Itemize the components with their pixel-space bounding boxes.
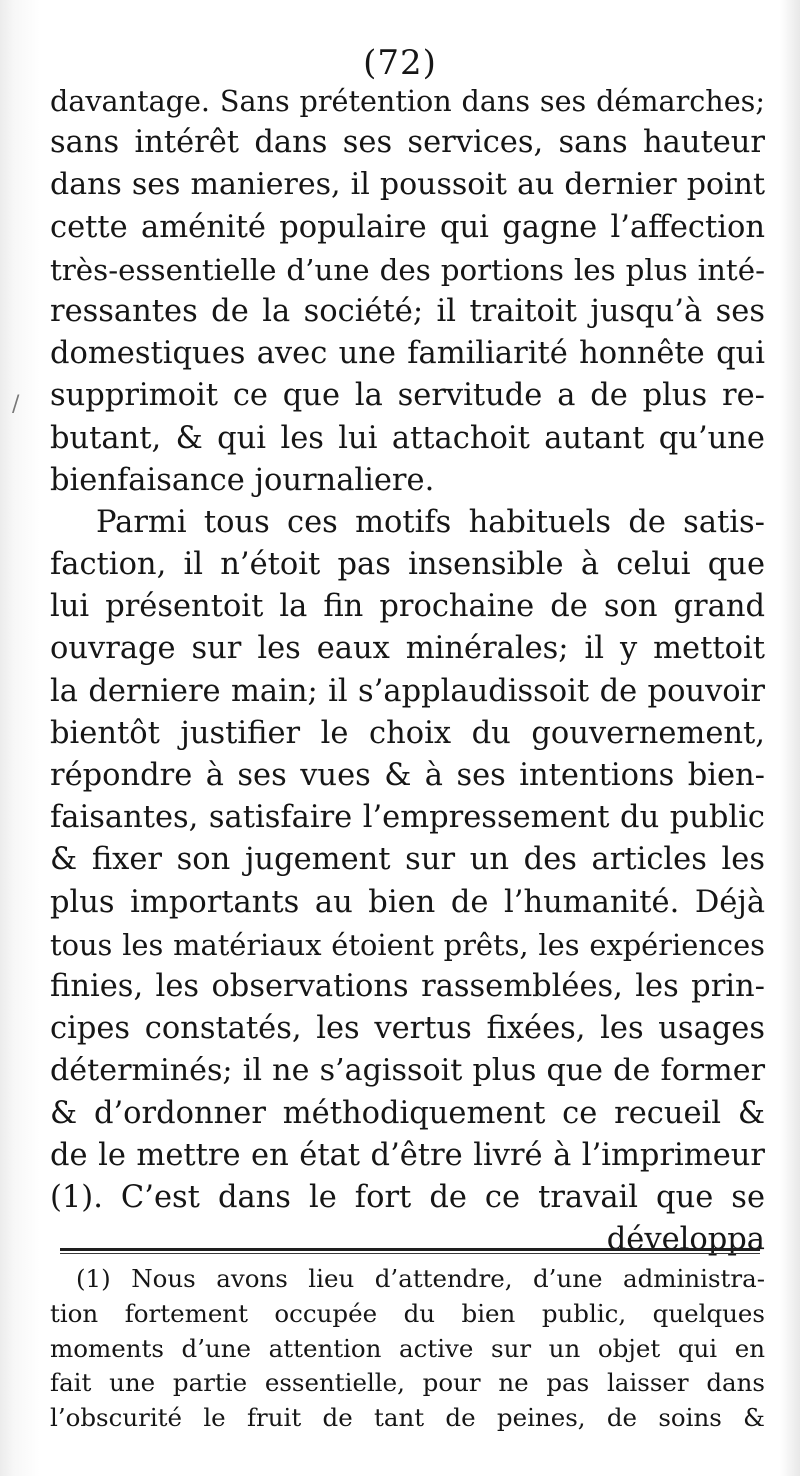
text-line: domestiques avec une familiarité honnête qui bbox=[50, 336, 765, 372]
text-line: plus importants au bien de l’humanité. Déjà bbox=[50, 884, 765, 920]
margin-tick-mark: / bbox=[12, 392, 20, 417]
main-text-block bbox=[50, 80, 765, 1261]
text-line: & d’ordonner méthodiquement ce recueil & bbox=[50, 1095, 765, 1131]
footnote-line: (1) Nous avons lieu d’attendre, d’une administra- bbox=[76, 1264, 765, 1293]
text-line: faction, il n’étoit pas insensible à celui que bbox=[50, 547, 765, 583]
text-line: supprimoit ce que la servitude a de plus re- bbox=[50, 378, 765, 414]
text-line: répondre à ses vues & à ses intentions bien- bbox=[50, 758, 765, 793]
text-line: cipes constatés, les vertus fixées, les usages bbox=[50, 1011, 765, 1047]
footnote-line: tion fortement occupée du bien public, quelques bbox=[50, 1298, 765, 1328]
text-line: lui présentoit la fin prochaine de son grand bbox=[50, 589, 765, 625]
footnote-line: l’obscurité le fruit de tant de peines, de soins & bbox=[50, 1403, 765, 1433]
catchword: développa bbox=[606, 1222, 765, 1258]
footnote-line: moments d’une attention active sur un objet qui en bbox=[50, 1333, 765, 1363]
text-line: faisantes, satisfaire l’empressement du public bbox=[50, 800, 765, 836]
text-line: ressantes de la société; il traitoit jusqu’à ses bbox=[50, 293, 765, 329]
footnote-block bbox=[50, 1262, 765, 1436]
footnote-line: fait une partie essentielle, pour ne pas laisser dans bbox=[50, 1368, 765, 1398]
paragraph-start-line: Parmi tous ces motifs habituels de satis- bbox=[96, 504, 765, 540]
text-line: déterminés; il ne s’agissoit plus que de former bbox=[50, 1053, 765, 1089]
text-line: ouvrage sur les eaux minérales; il y mettoit bbox=[50, 631, 765, 667]
text-line: tous les matériaux étoient prêts, les expériences bbox=[50, 927, 765, 962]
text-line: sans intérêt dans ses services, sans hauteur bbox=[50, 125, 765, 161]
text-line: (1). C’est dans le fort de ce travail que se bbox=[50, 1179, 765, 1215]
paragraph-end-line: bienfaisance journaliere. bbox=[50, 462, 435, 498]
text-line: très-essentielle d’une des portions les plus inté- bbox=[50, 252, 765, 287]
footnote-rule bbox=[60, 1248, 760, 1254]
text-line: & fixer son jugement sur un des articles les bbox=[50, 842, 765, 878]
text-line: butant, & qui les lui attachoit autant qu’une bbox=[50, 420, 765, 456]
text-line: cette aménité populaire qui gagne l’affection bbox=[50, 209, 765, 245]
text-line: bientôt justifier le choix du gouvernement, bbox=[50, 715, 765, 751]
text-line: de le mettre en état d’être livré à l’imprimeur bbox=[50, 1137, 765, 1173]
text-line: la derniere main; il s’applaudissoit de pouvoir bbox=[50, 673, 765, 709]
text-line: finies, les observations rassemblées, les prin- bbox=[50, 968, 765, 1004]
text-line: dans ses manieres, il poussoit au dernier point bbox=[50, 167, 765, 203]
page-number: (72) bbox=[363, 43, 437, 83]
text-line: davantage. Sans prétention dans ses démarches; bbox=[50, 84, 765, 118]
